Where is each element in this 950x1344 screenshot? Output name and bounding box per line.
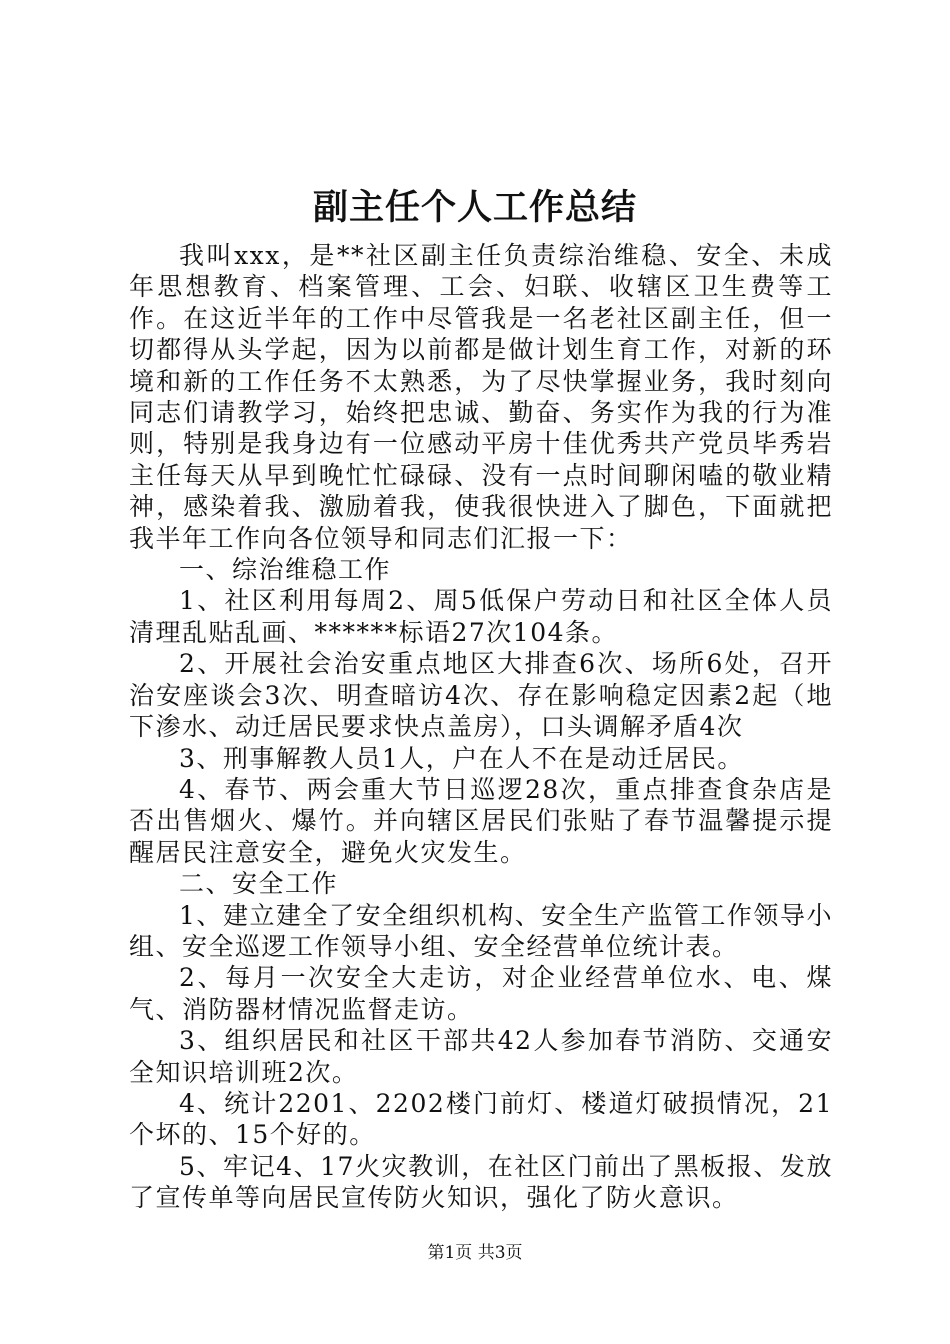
stability-item-1: 1、社区利用每周2、周5低保户劳动日和社区全体人员清理乱贴乱画、******标语27次104条。 xyxy=(129,586,833,647)
safety-item-4: 4、统计2201、2202楼门前灯、楼道灯破损情况，21个坏的、15个好的。 xyxy=(129,1088,833,1150)
safety-item-2: 2、每月一次安全大走访，对企业经营单位水、电、煤气、消防器材情况监督走访。 xyxy=(129,963,833,1024)
stability-item-2: 2、开展社会治安重点地区大排查6次、场所6处，召开治安座谈会3次、明查暗访4次、存在影响稳定因素2起（地下渗水、动迁居民要求快点盖房），口头调解矛盾4次 xyxy=(129,649,833,742)
document-title: 副主任个人工作总结 xyxy=(312,187,637,228)
stability-item-3: 3、刑事解教人员1人，户在人不在是动迁居民。 xyxy=(179,743,744,773)
intro-paragraph: 我叫xxx，是**社区副主任负责综治维稳、安全、未成年思想教育、档案管理、工会、妇联、收辖区卫生费等工作。在这近半年的工作中尽管我是一名老社区副主任，但一切都得从头学起，因为以前都是做计划生育工作，对新的环境和新的工作任务不太熟悉，为了尽快掌握业务，我时刻向同志们请教学习，始终把忠诚、勤奋、务实作为我的行为准则，特别是我身边有一位感动平房十佳优秀共产党员毕秀岩主任每天从早到晚忙忙碌碌、没有一点时间聊闲嗑的敬业精神，感染着我、激励着我，使我很快进入了脚色，下面就把我半年工作向各位领导和同志们汇报一下： xyxy=(129,241,833,553)
page-footer: 第1页 共3页 xyxy=(427,1243,523,1263)
safety-item-3: 3、组织居民和社区干部共42人参加春节消防、交通安全知识培训班2次。 xyxy=(129,1026,833,1087)
safety-item-1: 1、建立建全了安全组织机构、安全生产监管工作领导小组、安全巡逻工作领导小组、安全经营单位统计表。 xyxy=(129,900,833,961)
safety-item-5: 5、牢记4、17火灾教训，在社区门前出了黑板报、发放了宣传单等向居民宣传防火知识，强化了防火意识。 xyxy=(129,1151,833,1213)
section-heading-safety: 二、安全工作 xyxy=(179,869,339,899)
section-heading-stability: 一、综治维稳工作 xyxy=(179,555,392,585)
document-body xyxy=(129,240,833,1214)
stability-item-4: 4、春节、两会重大节日巡逻28次，重点排查食杂店是否出售烟火、爆竹。并向辖区居民们张贴了春节温馨提示提醒居民注意安全，避免火灾发生。 xyxy=(129,774,833,867)
